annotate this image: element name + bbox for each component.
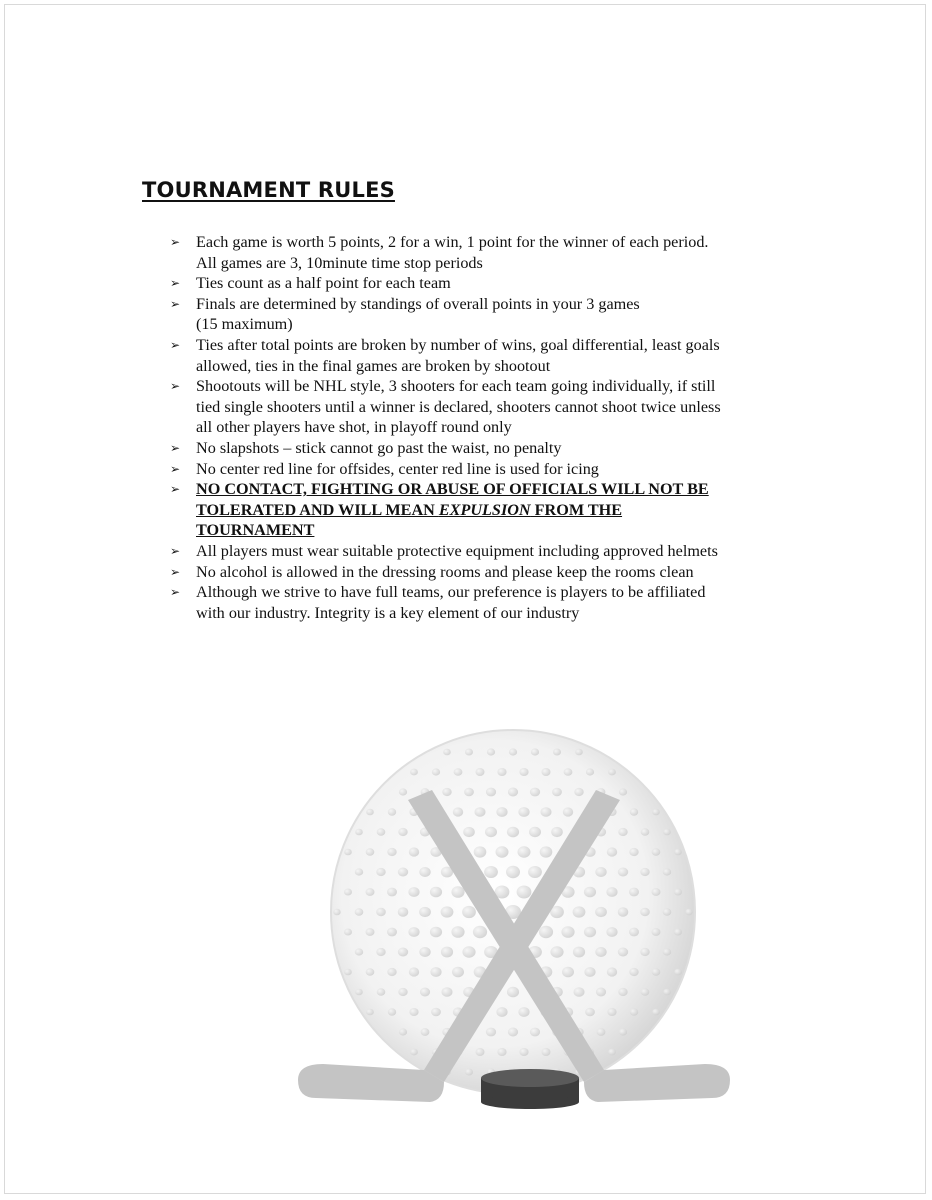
ball-dimple	[564, 768, 573, 776]
ball-dimple	[431, 1008, 441, 1017]
ball-dimple	[561, 926, 574, 938]
emphasis-italic-text: EXPULSION	[438, 500, 531, 519]
ball-dimple	[496, 807, 507, 817]
ball-dimple	[419, 947, 430, 957]
ball-dimple	[419, 867, 430, 877]
ball-dimple	[506, 866, 520, 878]
ball-dimple	[618, 907, 629, 916]
ball-dimple	[344, 849, 352, 856]
arrow-bullet-icon: ➢	[170, 543, 181, 558]
ball-dimple	[454, 768, 463, 776]
ball-dimple	[398, 868, 408, 877]
arrow-bullet-icon: ➢	[170, 276, 181, 291]
rule-line: Shootouts will be NHL style, 3 shooters for each team going individually, if still	[196, 377, 716, 396]
ball-dimple	[509, 748, 517, 755]
ball-dimple	[663, 989, 671, 996]
ball-dimple	[398, 948, 408, 957]
ball-dimple	[595, 947, 606, 957]
ball-dimple	[487, 748, 495, 755]
ball-dimple	[584, 927, 596, 938]
ball-dimple	[475, 807, 486, 817]
ball-dimple	[674, 849, 682, 856]
ball-dimple	[518, 807, 529, 817]
ball-dimple	[629, 928, 639, 937]
ball-dimple	[399, 1028, 407, 1035]
ball-dimple	[629, 848, 638, 856]
rule-line: All players must wear suitable protective equipment including approved helmets	[196, 541, 718, 560]
ball-dimple	[518, 1007, 529, 1017]
rule-item	[170, 562, 800, 583]
rule-item	[170, 273, 800, 294]
ball-dimple	[409, 967, 419, 976]
ball-dimple	[366, 888, 375, 896]
ball-dimple	[674, 929, 682, 936]
ball-dimple	[507, 827, 519, 838]
ball-dimple	[462, 906, 476, 918]
ball-dimple	[508, 788, 518, 797]
rule-line: Finals are determined by standings of overall points in your 3 games	[196, 294, 640, 313]
arrow-bullet-icon: ➢	[170, 296, 181, 311]
ball-dimple	[629, 968, 638, 976]
ball-dimple	[387, 968, 396, 976]
rule-item	[170, 335, 800, 376]
ball-dimple	[410, 769, 418, 776]
ball-dimple	[573, 906, 586, 917]
ball-dimple	[452, 967, 464, 978]
rule-line: allowed, ties in the final games are broken by shootout	[196, 356, 551, 375]
rule-item-emphasis	[170, 479, 800, 541]
ball-dimple	[519, 768, 528, 776]
ball-dimple	[530, 1028, 540, 1037]
ball-dimple	[408, 927, 419, 937]
ball-dimple	[387, 928, 397, 937]
ball-dimple	[344, 969, 352, 976]
ball-dimple	[652, 809, 660, 816]
ball-dimple	[496, 846, 509, 857]
ball-dimple	[519, 1048, 528, 1056]
ball-dimple	[641, 988, 650, 995]
ball-dimple	[517, 886, 532, 899]
ball-dimple	[465, 1069, 473, 1076]
ball-dimple	[355, 908, 364, 915]
ball-dimple	[606, 927, 617, 937]
ball-dimple	[640, 908, 650, 916]
ball-dimple	[398, 988, 407, 996]
ball-dimple	[355, 829, 363, 836]
ball-dimple	[552, 788, 562, 797]
ball-dimple	[376, 948, 385, 956]
rule-item	[170, 294, 800, 335]
rule-line: Ties after total points are broken by number of wins, goal differential, least goals	[196, 335, 720, 354]
rule-line: No alcohol is allowed in the dressing rooms and please keep the rooms clean	[196, 562, 694, 581]
ball-dimple	[355, 868, 363, 875]
rule-item	[170, 232, 800, 273]
ball-dimple	[388, 1008, 396, 1015]
ball-dimple	[507, 987, 519, 998]
emphasis-text: TOURNAMENT	[196, 521, 315, 540]
ball-dimple	[630, 808, 638, 815]
ball-dimple	[674, 969, 682, 976]
ball-dimple	[486, 788, 496, 797]
ball-dimple	[410, 1049, 418, 1056]
ball-dimple	[595, 867, 606, 877]
ball-dimple	[575, 749, 583, 756]
ball-dimple	[443, 749, 451, 756]
ball-dimple	[540, 846, 553, 857]
emphasis-text: NO CONTACT, FIGHTING OR ABUSE OF OFFICIALS WILL NOT BE	[196, 480, 709, 499]
ball-dimple	[399, 788, 407, 795]
ball-dimple	[641, 828, 650, 835]
ball-dimple	[462, 946, 475, 957]
ball-dimple	[597, 1028, 606, 1036]
ball-dimple	[663, 908, 672, 915]
ball-dimple	[496, 1007, 507, 1017]
ball-dimple	[387, 888, 397, 897]
ball-dimple	[366, 928, 375, 936]
ball-dimple	[663, 829, 671, 836]
ball-dimple	[409, 1008, 418, 1016]
ball-dimple	[584, 967, 595, 977]
ball-dimple	[619, 1028, 627, 1035]
ball-dimple	[333, 909, 340, 916]
ball-dimple	[652, 1009, 660, 1016]
ball-dimple	[674, 889, 682, 896]
ball-dimple	[618, 828, 627, 836]
ball-dimple	[366, 848, 375, 855]
ball-dimple	[618, 868, 628, 877]
ball-dimple	[366, 809, 374, 816]
ball-dimple	[607, 1008, 616, 1016]
ball-dimple	[630, 1008, 638, 1015]
ball-dimple	[596, 988, 606, 997]
ball-dimple	[419, 907, 431, 917]
ball-dimple	[663, 868, 671, 875]
arrow-bullet-icon: ➢	[170, 337, 181, 352]
ball-dimple	[618, 948, 628, 957]
ball-dimple	[441, 906, 454, 917]
ball-dimple	[586, 768, 594, 775]
arrow-bullet-icon: ➢	[170, 482, 181, 497]
rule-line: Although we strive to have full teams, our preference is players to be affiliated	[196, 583, 706, 602]
ball-dimple	[539, 926, 553, 938]
ball-dimple	[355, 989, 363, 996]
ball-dimple	[640, 948, 649, 956]
ball-dimple	[619, 788, 627, 795]
ball-dimple	[652, 848, 661, 855]
ball-dimple	[442, 987, 453, 997]
ball-dimple	[531, 748, 539, 755]
ball-dimple	[562, 967, 574, 978]
rule-item	[170, 582, 800, 623]
ball-dimple	[476, 1048, 485, 1056]
ball-dimple	[607, 847, 617, 856]
ball-dimple	[663, 948, 671, 955]
ball-dimple	[344, 889, 352, 896]
ball-dimple	[497, 1048, 506, 1056]
ball-dimple	[551, 827, 563, 837]
ball-dimple	[573, 947, 585, 958]
rule-item	[170, 541, 800, 562]
ball-dimple	[652, 968, 661, 975]
ball-dimple	[451, 886, 464, 898]
emphasis-text: FROM THE	[530, 500, 623, 519]
ball-dimple	[508, 1028, 518, 1037]
ball-dimple	[442, 788, 451, 796]
rules-list	[170, 232, 800, 623]
ball-dimple	[465, 749, 473, 756]
ball-dimple	[464, 788, 474, 797]
ball-dimple	[421, 1028, 430, 1036]
ball-dimple	[355, 948, 363, 955]
ball-dimple	[430, 887, 442, 898]
ball-dimple	[377, 988, 386, 995]
ball-dimple	[441, 947, 453, 958]
arrow-bullet-icon: ➢	[170, 461, 181, 476]
ball-dimple	[542, 1048, 551, 1056]
arrow-bullet-icon: ➢	[170, 564, 181, 579]
ball-dimple	[463, 827, 475, 837]
ball-dimple	[344, 929, 352, 936]
arrow-bullet-icon: ➢	[170, 585, 181, 600]
rule-line: (15 maximum)	[196, 315, 293, 334]
ball-dimple	[685, 909, 692, 916]
ball-dimple	[574, 987, 585, 997]
ball-dimple	[387, 848, 396, 856]
ball-dimple	[629, 888, 639, 897]
ball-dimple	[398, 907, 409, 916]
golf-ball-icon	[331, 730, 695, 1094]
ball-dimple	[585, 1008, 595, 1017]
ball-dimple	[528, 866, 542, 878]
ball-dimple	[563, 807, 573, 816]
ball-dimple	[408, 887, 419, 897]
ball-dimple	[376, 908, 386, 916]
rule-line: Ties count as a half point for each team	[196, 274, 451, 293]
ball-dimple	[430, 967, 441, 977]
ball-dimple	[553, 749, 561, 756]
ball-dimple	[652, 888, 661, 896]
ball-dimple	[550, 946, 563, 957]
rule-line: No slapshots – stick cannot go past the waist, no penalty	[196, 438, 562, 457]
ball-dimple	[366, 1009, 374, 1016]
ball-dimple	[607, 967, 617, 976]
ball-dimple	[453, 807, 463, 816]
ball-dimple	[485, 827, 497, 837]
rule-line: all other players have shot, in playoff round only	[196, 418, 512, 437]
ball-dimple	[451, 926, 464, 938]
ball-dimple	[541, 807, 552, 817]
ball-dimple	[398, 828, 407, 836]
golf-hockey-illustration	[290, 722, 740, 1112]
ball-dimple	[529, 827, 541, 837]
rule-line: tied single shooters until a winner is declared, shooters cannot shoot twice unless	[196, 397, 721, 416]
ball-dimple	[476, 768, 485, 776]
rule-line: No center red line for offsides, center red line is used for icing	[196, 459, 599, 478]
arrow-bullet-icon: ➢	[170, 235, 181, 249]
ball-dimple	[497, 768, 506, 776]
ball-dimple	[430, 927, 442, 938]
rule-item	[170, 438, 800, 459]
ball-dimple	[652, 928, 661, 936]
arrow-bullet-icon: ➢	[170, 379, 181, 394]
ball-dimple	[530, 788, 540, 797]
ball-dimple	[388, 808, 396, 815]
ball-dimple	[518, 846, 531, 857]
rule-line: with our industry. Integrity is a key element of our industry	[196, 603, 580, 622]
ball-dimple	[484, 866, 498, 878]
arrow-bullet-icon: ➢	[170, 440, 181, 455]
ball-dimple	[366, 968, 375, 975]
ball-dimple	[618, 988, 627, 996]
ball-dimple	[584, 887, 596, 898]
emphasis-text: TOLERATED AND WILL MEAN	[196, 500, 439, 519]
ball-dimple	[608, 769, 616, 776]
ball-dimple	[595, 907, 607, 917]
ball-dimple	[606, 887, 617, 897]
ball-dimple	[574, 788, 583, 796]
ball-dimple	[608, 1049, 616, 1056]
ball-dimple	[640, 868, 649, 876]
ball-dimple	[432, 768, 440, 775]
rule-line: All games are 3, 10minute time stop periods	[196, 253, 483, 272]
ball-dimple	[409, 847, 419, 856]
page-title: TOURNAMENT RULES	[142, 178, 395, 202]
ball-dimple	[474, 846, 487, 857]
ball-dimple	[486, 1028, 496, 1037]
ball-dimple	[473, 926, 487, 938]
ball-dimple	[542, 768, 551, 776]
ball-dimple	[377, 828, 386, 835]
rule-item	[170, 459, 800, 480]
ball-dimple	[420, 988, 430, 997]
rule-line: Each game is worth 5 points, 2 for a win, 1 point for the winner of each period.	[196, 233, 709, 251]
rule-item	[170, 376, 800, 438]
ball-dimple	[376, 868, 385, 876]
hockey-puck-icon	[481, 1069, 579, 1109]
